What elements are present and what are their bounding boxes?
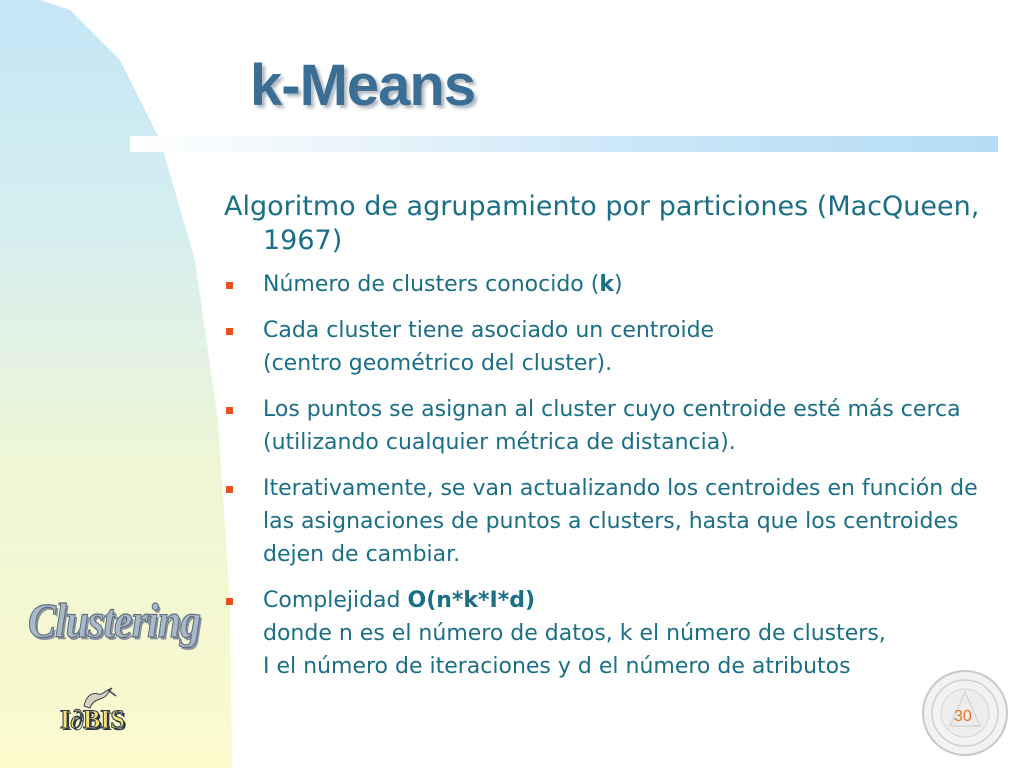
slide-content [224, 190, 1004, 696]
bullet-marker [226, 282, 233, 289]
side-gradient-band [0, 0, 232, 768]
bullet-item: Iterativamente, se van actualizando los centroides en función de las asignaciones de puntos a clusters, hasta que los centroides dejen de cambiar. [224, 472, 1004, 571]
bullet-marker [226, 407, 233, 414]
slide-title: k-Means [250, 53, 476, 118]
clustering-label: Clustering [28, 595, 201, 649]
bullet-item: Los puntos se asignan al cluster cuyo centroide esté más cerca (utilizando cualquier métrica de distancia). [224, 393, 1004, 459]
bullet-item: Número de clusters conocido (k) [224, 268, 1004, 301]
bullet-marker [226, 328, 233, 335]
lead-text: Algoritmo de agrupamiento por particiones (MacQueen, 1967) [224, 191, 980, 256]
title-underline-bar [130, 136, 998, 152]
bullet-item: Complejidad O(n*k*I*d) donde n es el número de datos, k el número de clusters, I el número de iteraciones y d el número de atributos [224, 584, 1004, 683]
bullet-list [224, 268, 1004, 683]
bullet-marker [226, 598, 233, 605]
bullet-item: Cada cluster tiene asociado un centroide (centro geométrico del cluster). [224, 314, 1004, 380]
bullet-marker [226, 486, 233, 493]
idbis-logo: I∂BIS [60, 705, 125, 734]
page-number: 30 [954, 708, 972, 725]
